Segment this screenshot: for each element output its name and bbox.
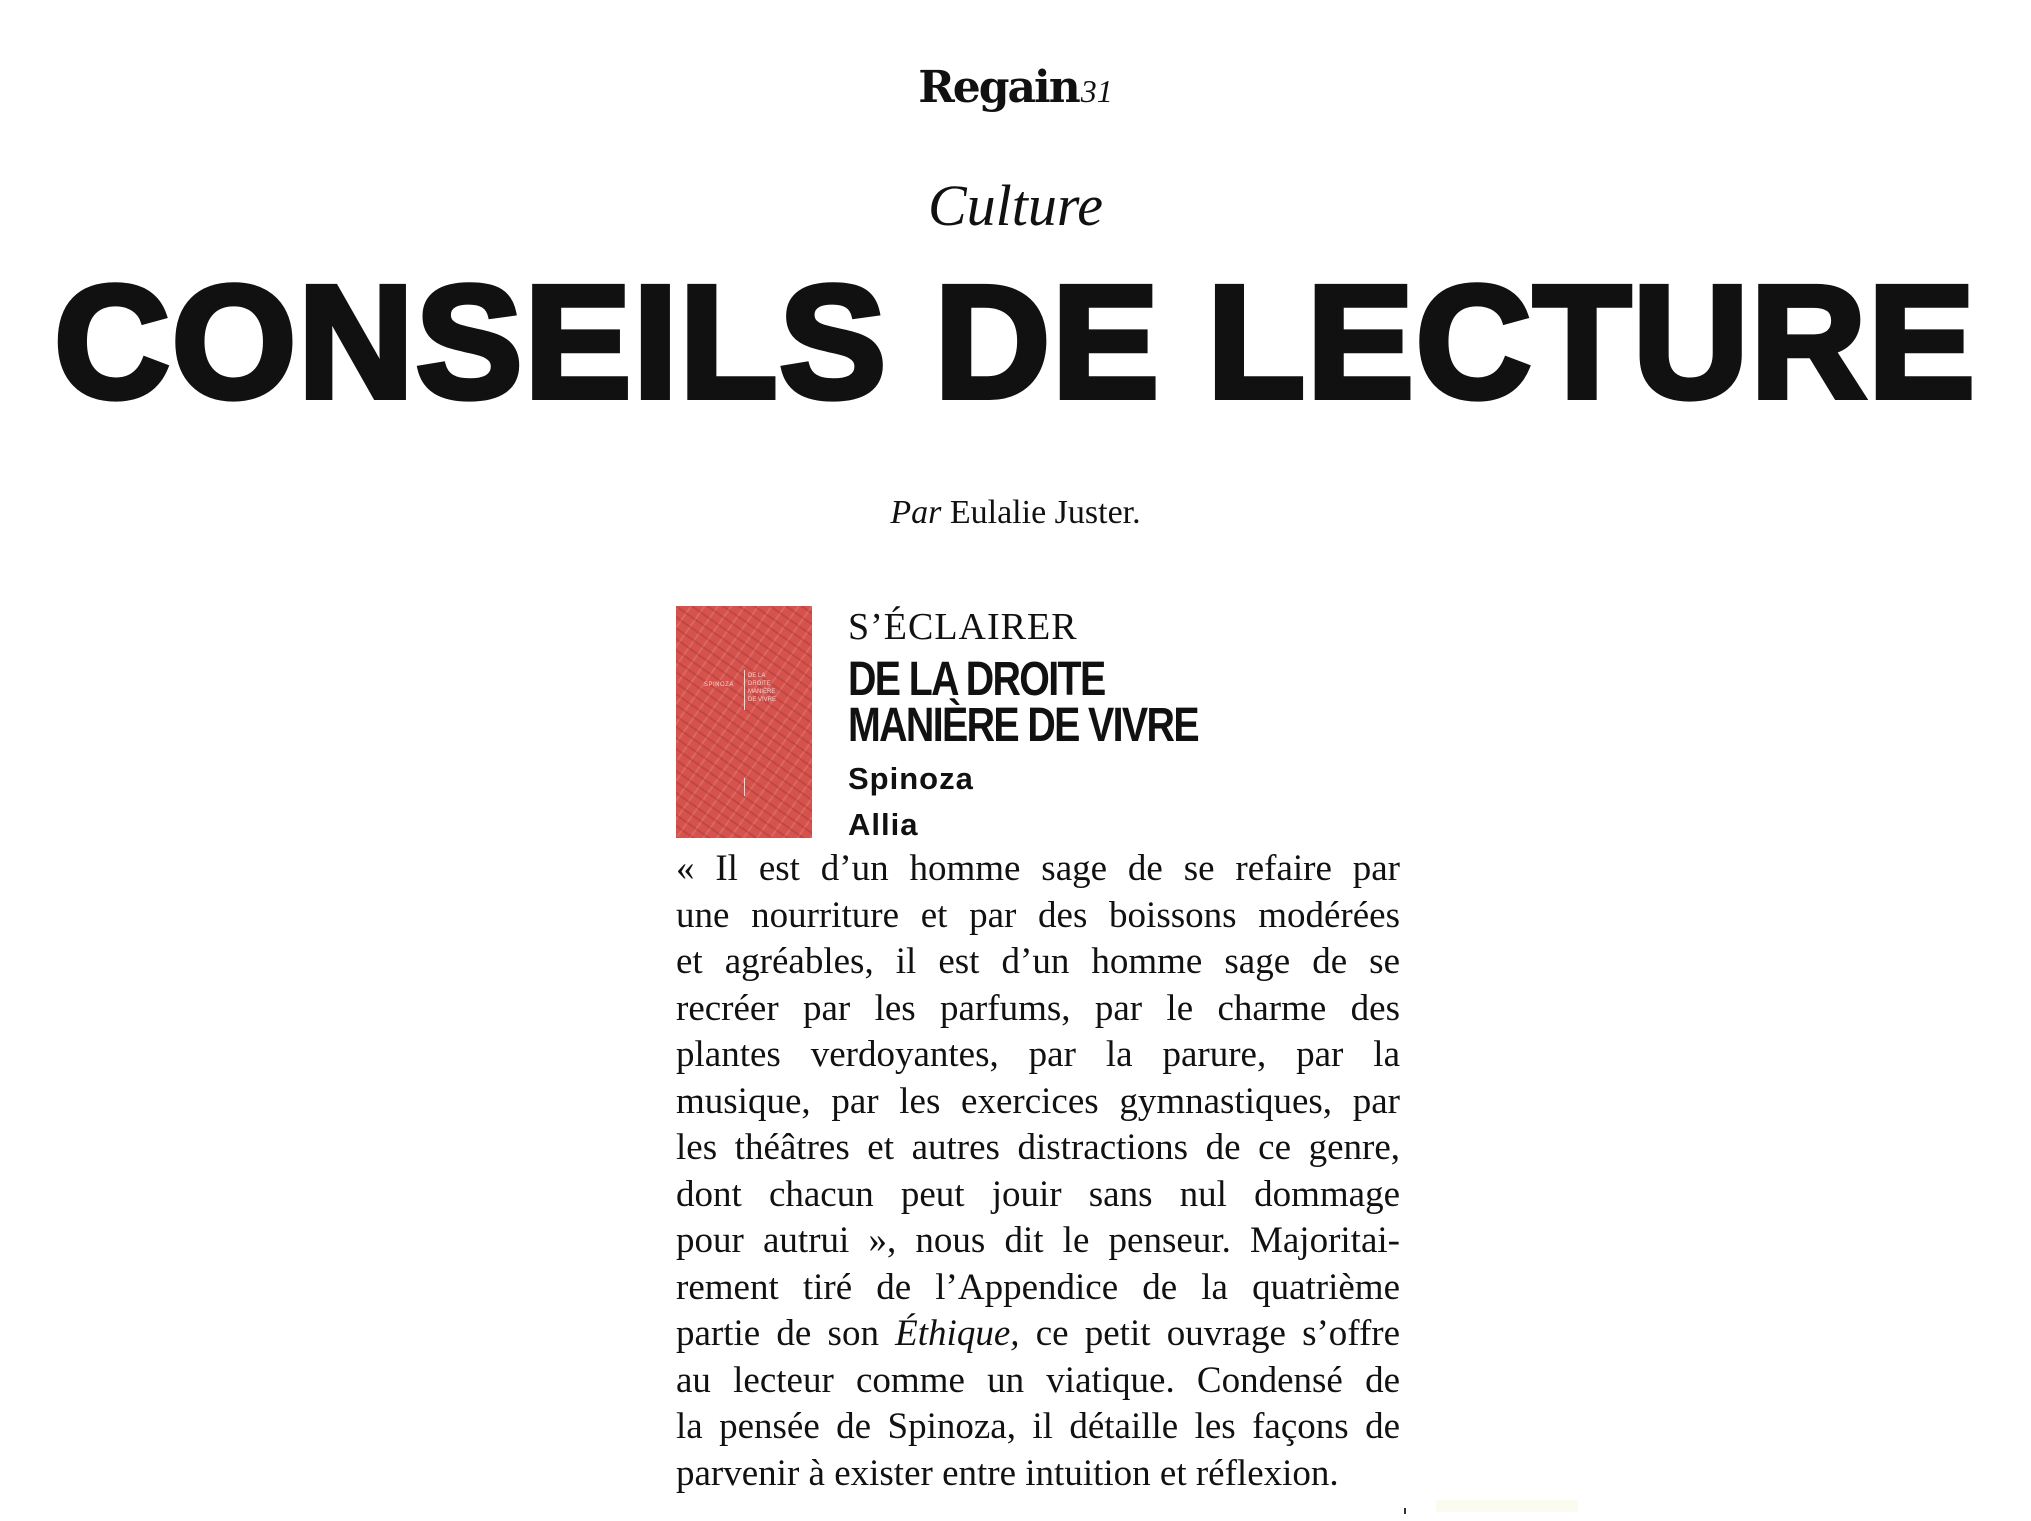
cover-mark: [744, 778, 745, 796]
cover-title-text: [748, 672, 806, 704]
page-headline: CONSEILS DE LECTURE: [54, 252, 1977, 431]
article-line: au lecteur comme un viatique. Condensé de: [676, 1359, 1400, 1401]
page-tick-mark: [1404, 1508, 1406, 1514]
cover-title-line: MANIÈRE: [748, 689, 776, 695]
book-meta: [848, 605, 1368, 845]
book-author: Spinoza: [848, 761, 974, 796]
article-book-title: Éthique,: [895, 1313, 1020, 1354]
article-line: parvenir à exister entre intuition et réflexion.: [676, 1452, 1339, 1494]
article-line: pour autrui », nous dit le penseur. Majoritai-: [676, 1220, 1400, 1261]
byline-author: Eulalie Juster.: [949, 494, 1141, 531]
article-line: la pensée de Spinoza, il détaille les façons de: [676, 1406, 1400, 1447]
cover-title-line: DE LA: [748, 673, 766, 679]
article-line: rement tiré de l’Appendice de la quatrième: [676, 1266, 1400, 1308]
article-line: dont chacun peut jouir sans nul dommage: [676, 1173, 1400, 1215]
book-title-line-2: MANIÈRE DE VIVRE: [848, 699, 1198, 752]
cover-author-text: SPINOZA: [704, 682, 734, 688]
faint-mark: [1436, 1500, 1578, 1512]
article-line: musique, par les exercices gymnastiques, par: [676, 1080, 1400, 1122]
article-line: recréer par les parfums, par le charme des: [676, 987, 1400, 1029]
book-title-line-1: DE LA DROITE: [848, 653, 1105, 706]
book-publisher: Allia: [848, 807, 919, 842]
cover-divider: [744, 670, 745, 710]
article-line: et agréables, il est d’un homme sage de se: [676, 941, 1400, 982]
byline-prefix: Par: [890, 494, 942, 531]
issue-number: 31: [1080, 73, 1113, 109]
article-line: plantes verdoyantes, par la parure, par la: [676, 1034, 1400, 1075]
magazine-logo: Regain: [918, 62, 1079, 113]
masthead: [0, 62, 2031, 113]
cover-title-line: DE VIVRE: [748, 697, 777, 703]
article-line: une nourriture et par des boissons modérées: [676, 894, 1400, 936]
article-body: [676, 846, 1400, 1497]
section-title: Culture: [927, 173, 1104, 238]
cover-title-line: DROITE: [748, 681, 771, 687]
book-cover-image: [676, 606, 812, 838]
book-title: [848, 653, 1340, 752]
article-text: ce petit ouvrage s’offre: [1019, 1313, 1401, 1354]
book-category: S’ÉCLAIRER: [848, 606, 1078, 648]
byline: [0, 494, 2031, 532]
article-line: les théâtres et autres distractions de ce genre,: [676, 1127, 1400, 1168]
article-text: partie de son: [676, 1313, 896, 1354]
article-line: « Il est d’un homme sage de se refaire par: [676, 848, 1400, 889]
article-line-with-title: [676, 1311, 1400, 1358]
